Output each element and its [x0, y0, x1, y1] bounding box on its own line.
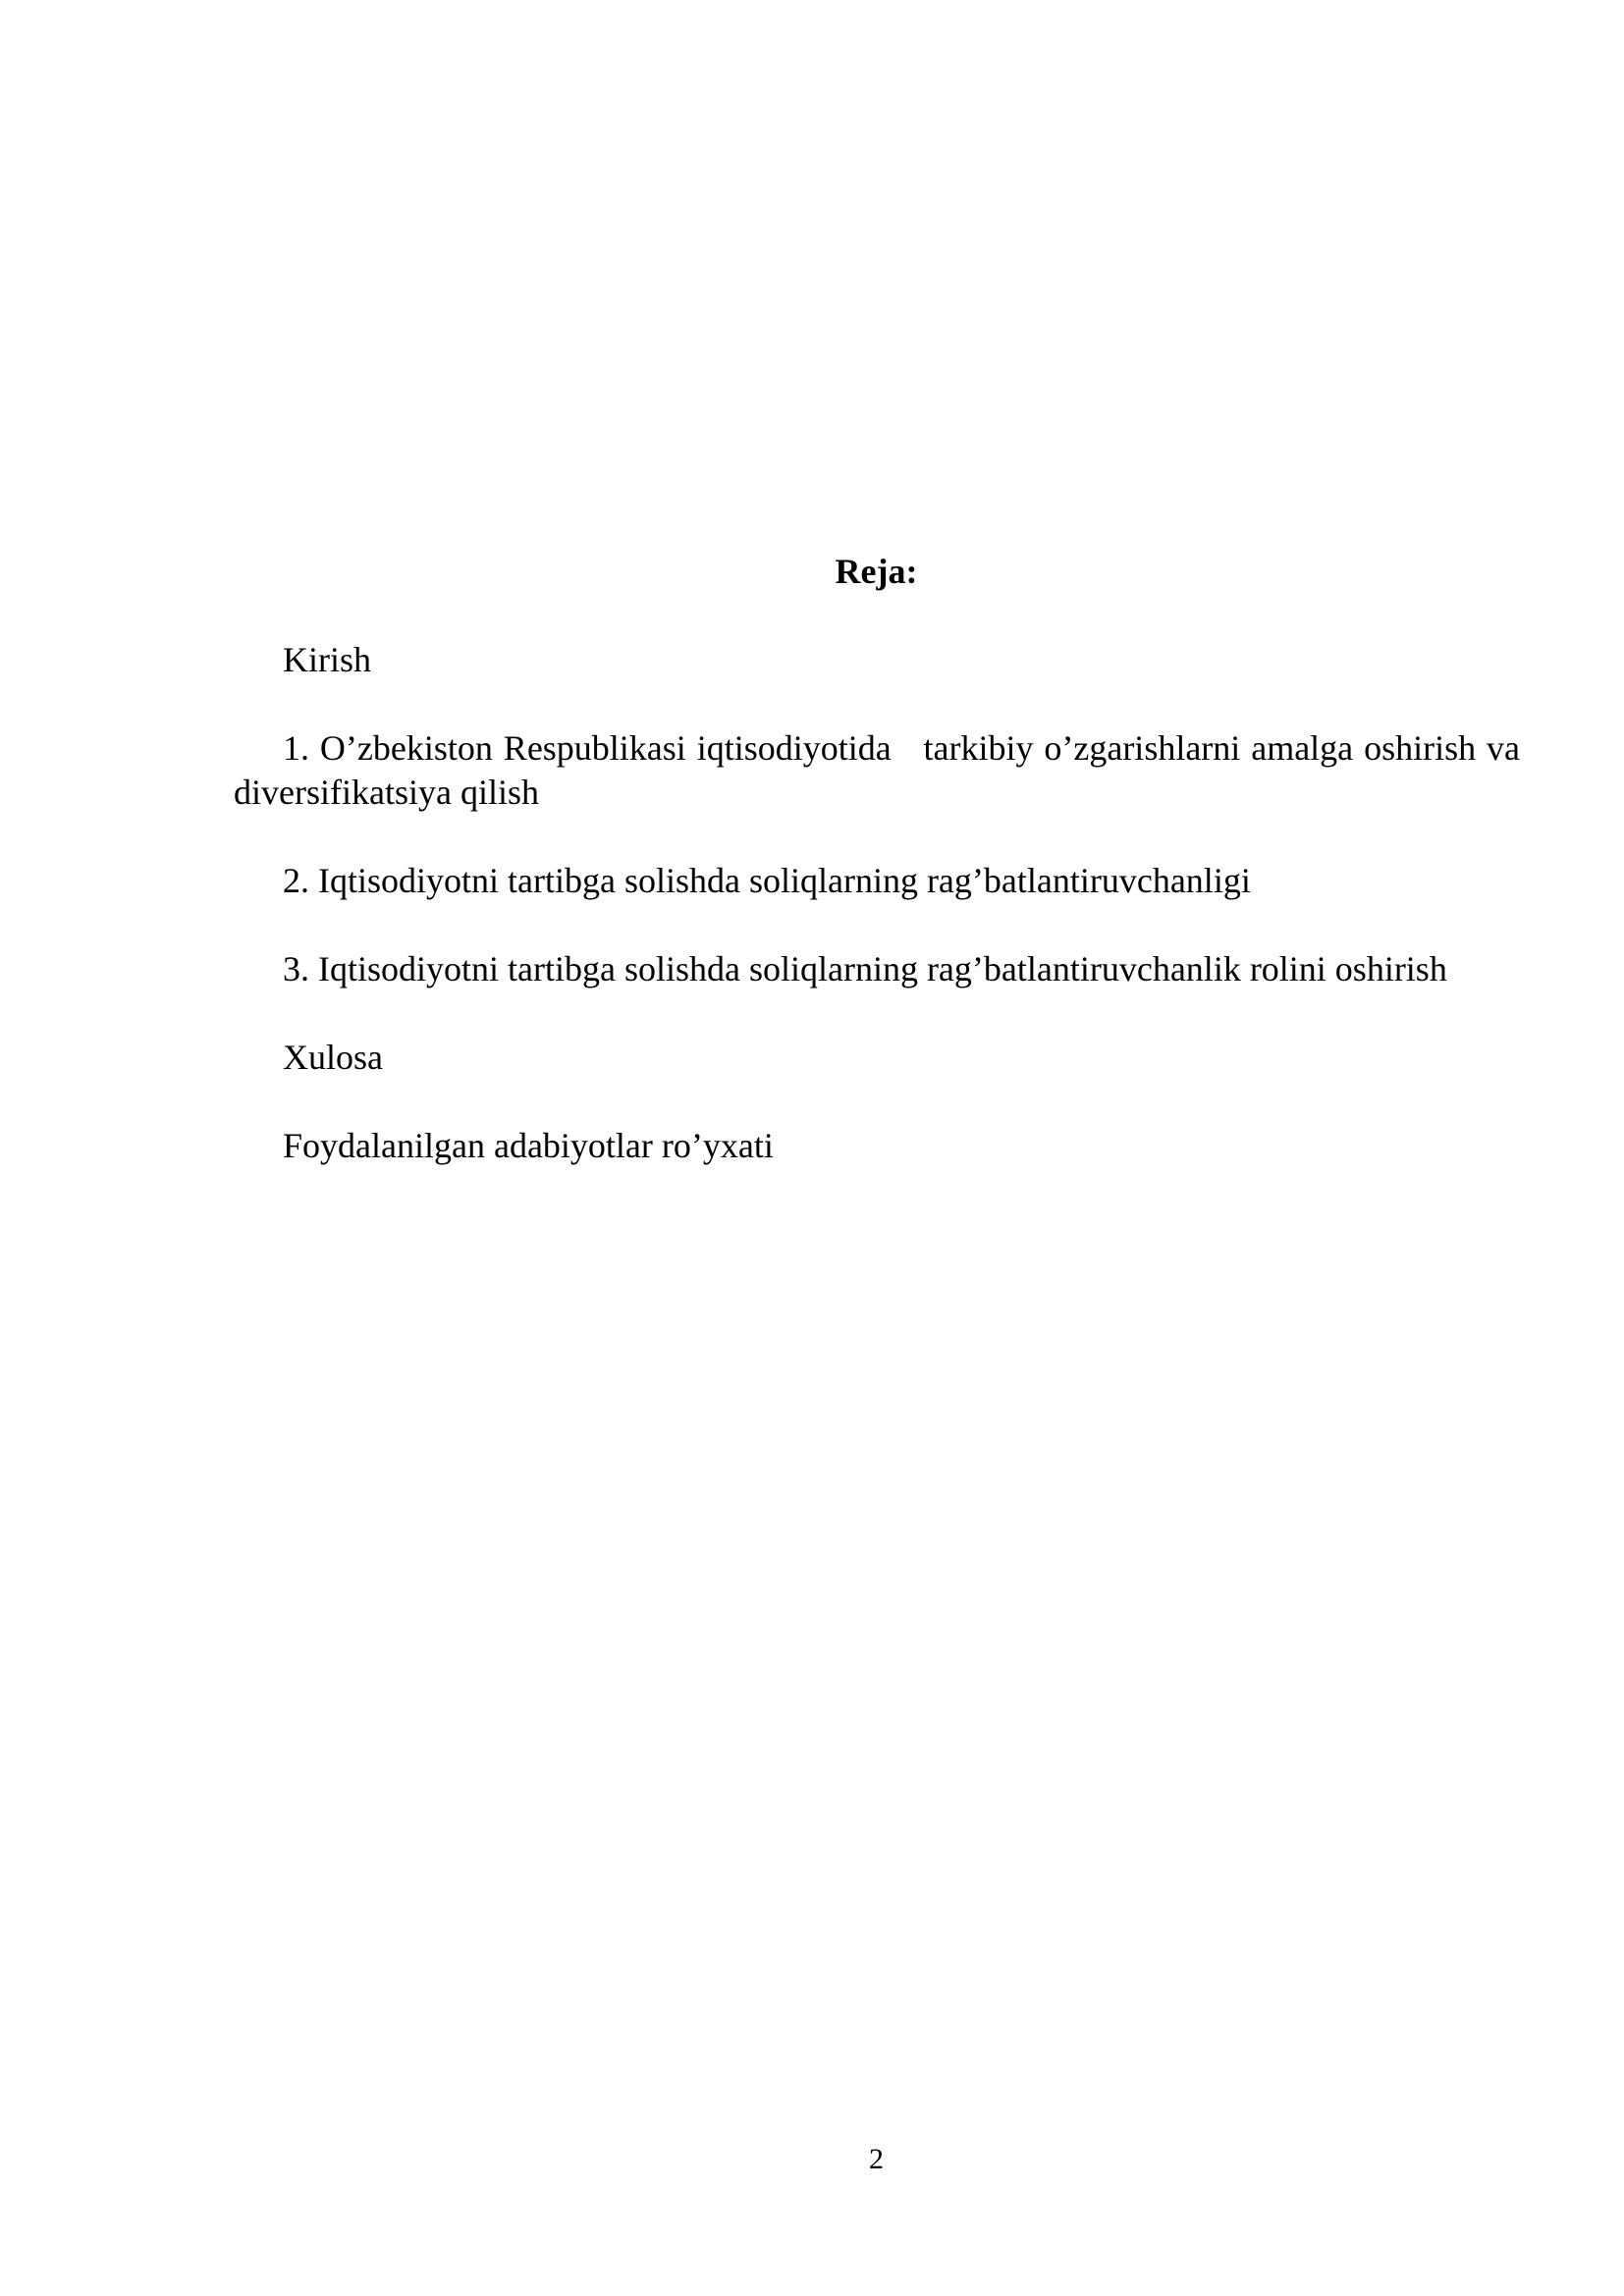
- plan-item-references: Foydalanilgan adabiyotlar ro’yxati: [283, 1126, 774, 1165]
- plan-item-introduction: Kirish: [283, 640, 371, 679]
- plan-item-3: 3. Iqtisodiyotni tartibga solishda soliqlarning rag’batlantiruvchanlik rolini oshirish: [283, 949, 1447, 988]
- plan-item-2: 2. Iqtisodiyotni tartibga solishda soliqlarning rag’batlantiruvchanligi: [283, 861, 1251, 900]
- plan-item-conclusion: Xulosa: [283, 1038, 383, 1077]
- plan-list: [234, 638, 1529, 1212]
- page-title: Reja:: [835, 552, 918, 591]
- page-number: 2: [869, 2143, 884, 2175]
- plan-item-1: 1. O’zbekiston Respublikasi iqtisodiyotida tarkibiy o’zgarishlarni amalga oshirish va diversifikatsiya qilish: [234, 728, 1529, 812]
